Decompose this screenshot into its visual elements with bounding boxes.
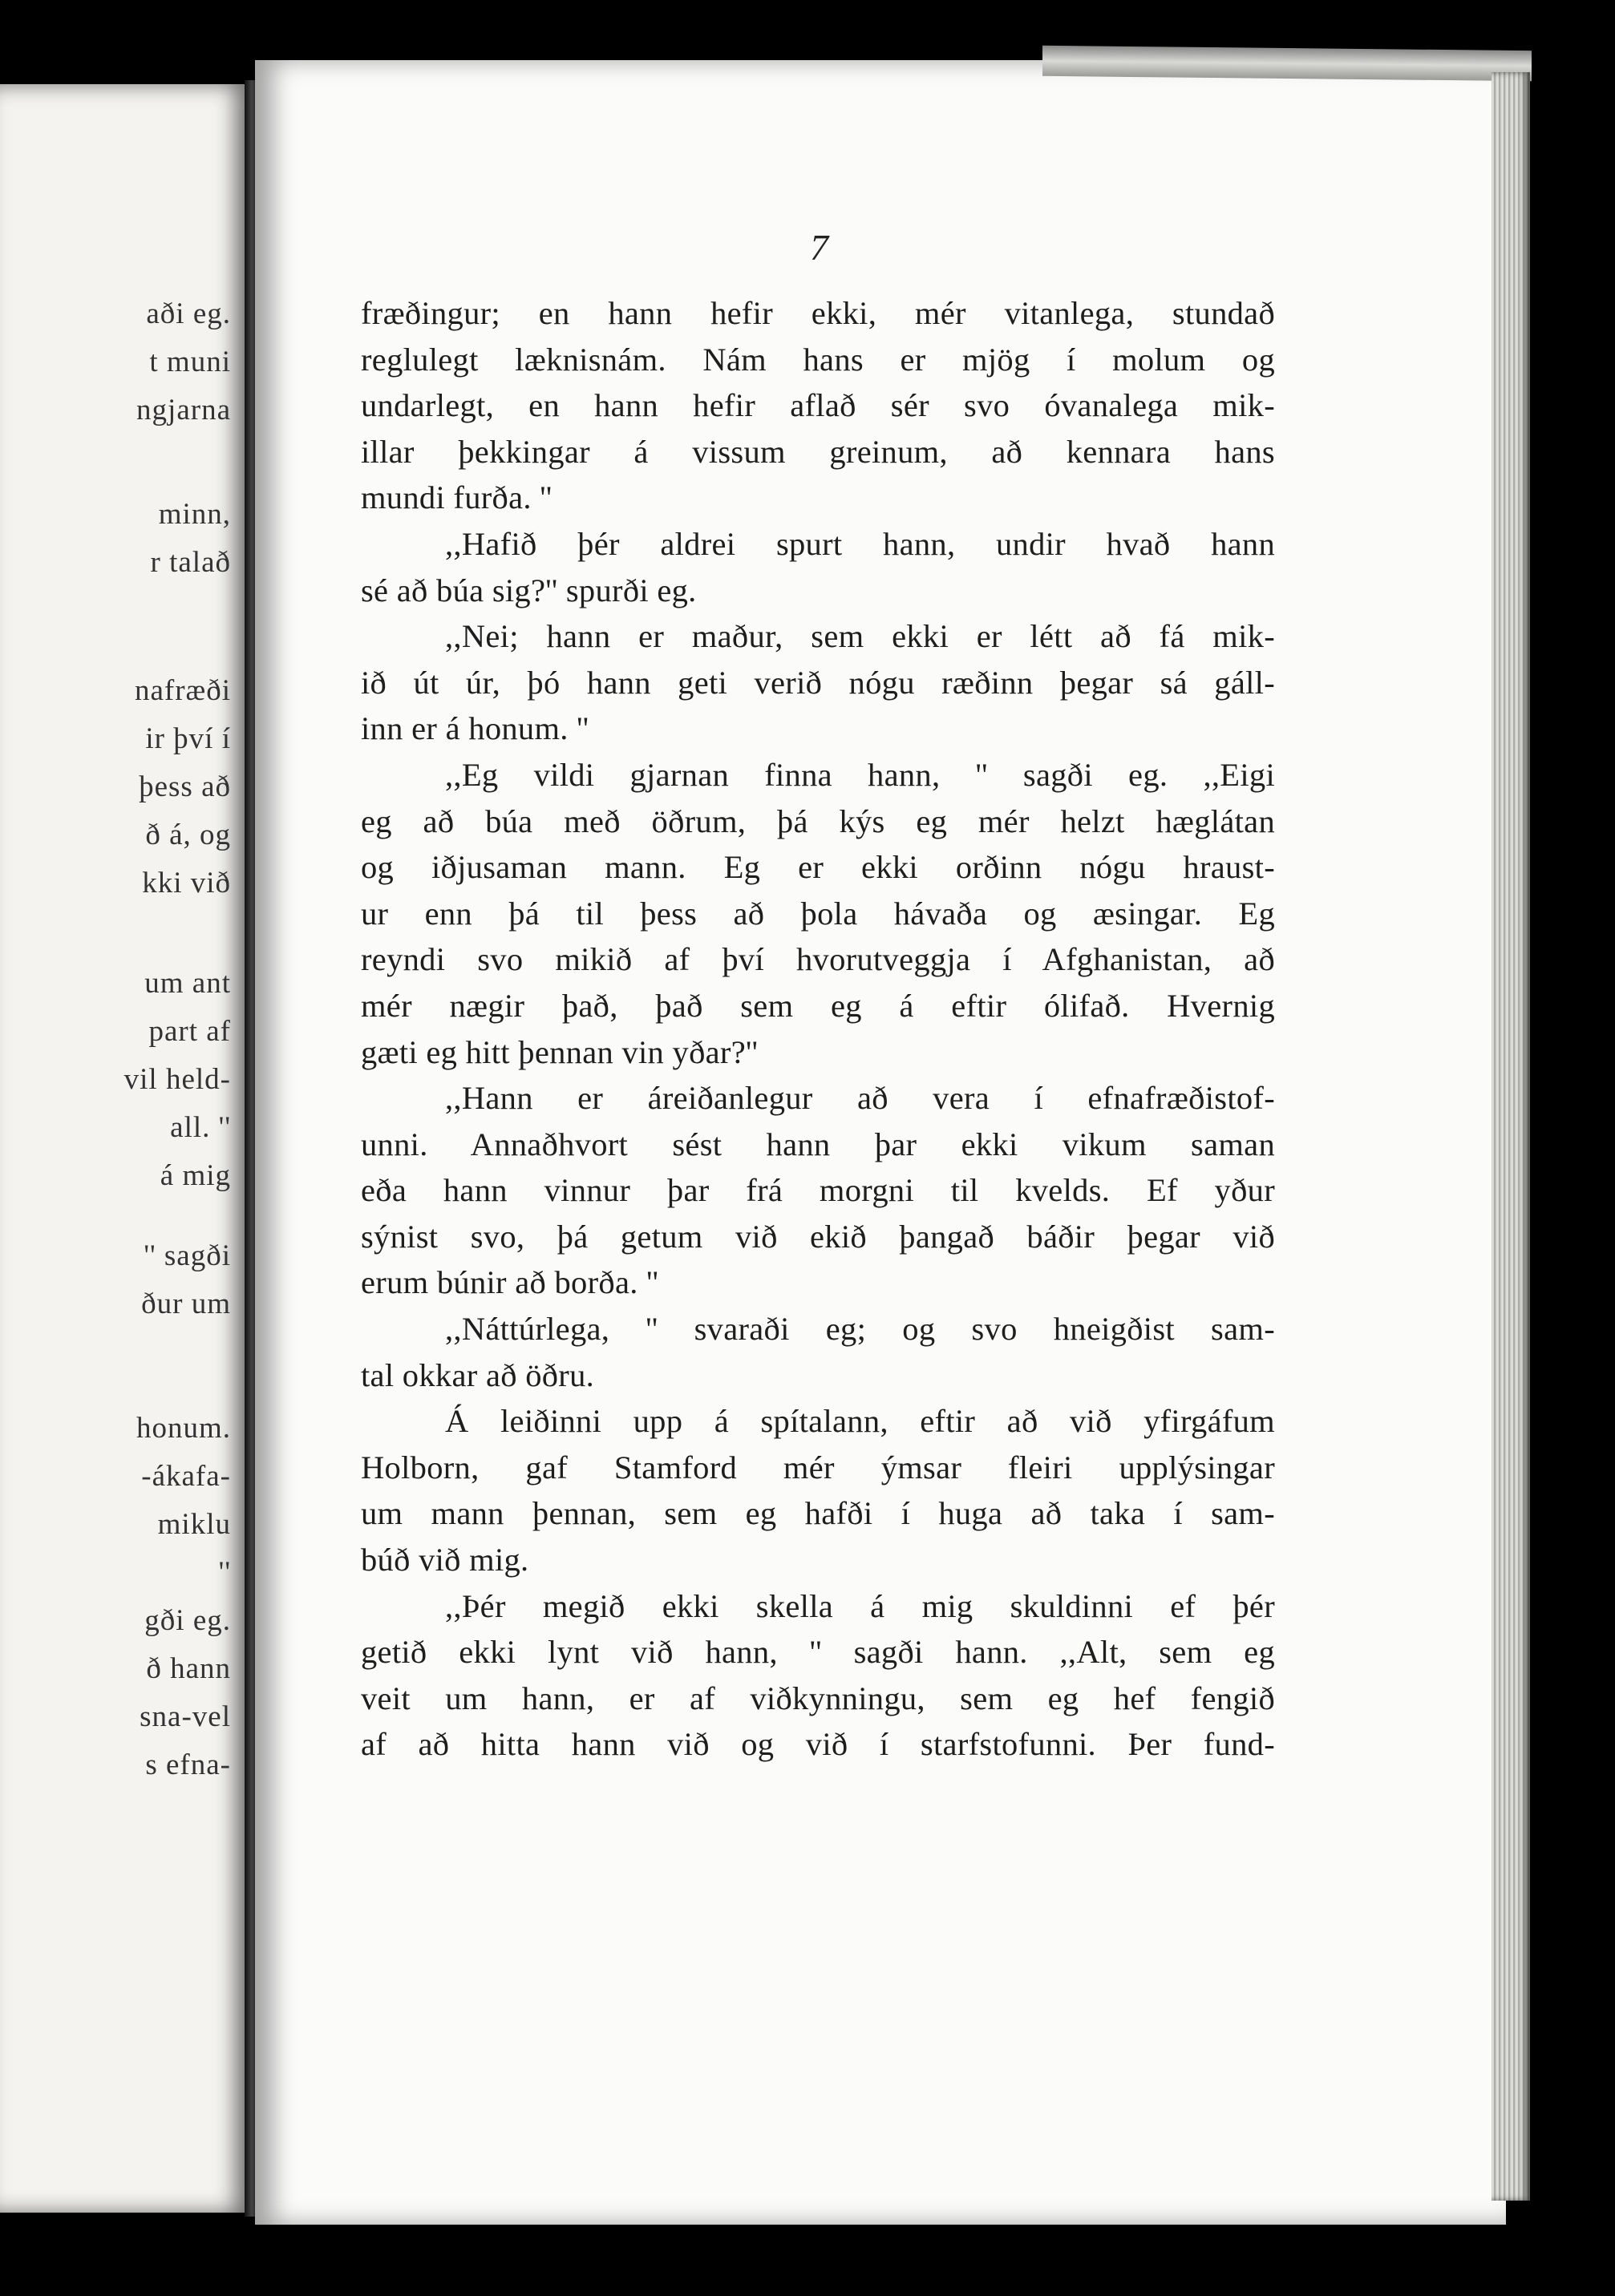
left-page-fragment: -ákafa- (141, 1460, 231, 1493)
text-line: reglulegt læknisnám. Nám hans er mjög í molum og (361, 341, 1275, 378)
left-page-fragment: miklu (157, 1508, 231, 1541)
text-line: búð við mig. (361, 1542, 529, 1578)
left-page-fragment: ð hann (146, 1652, 231, 1685)
text-line: getið ekki lynt við hann, '' sagði hann. ,,Alt, sem eg (361, 1634, 1275, 1671)
text-line: undarlegt, en hann hefir aflað sér svo óvanalega mik- (361, 387, 1275, 424)
text-line: sýnist svo, þá getum við ekið þangað báðir þegar við (361, 1218, 1275, 1255)
page-number: 7 (810, 227, 828, 268)
text-line: Á leiðinni upp á spítalann, eftir að við yfirgáfum (445, 1403, 1275, 1440)
text-line: mér nægir það, það sem eg á eftir ólifað. Hvernig (361, 987, 1275, 1024)
text-line: reyndi svo mikið af því hvorutveggja í Afghanistan, að (361, 941, 1275, 978)
text-line: Holborn, gaf Stamford mér ýmsar fleiri upplýsingar (361, 1449, 1275, 1486)
left-page-fragment: vil held- (123, 1063, 231, 1096)
left-page-fragment: s efna- (145, 1748, 231, 1781)
left-page-fragment: nafræði (134, 674, 231, 707)
text-line: ,,Nei; hann er maður, sem ekki er létt að fá mik- (445, 618, 1275, 655)
left-page-fragment: ður um (141, 1287, 231, 1320)
left-page-fragment: '' (218, 1556, 231, 1589)
text-line: ,,Hafið þér aldrei spurt hann, undir hvað hann (445, 525, 1275, 562)
text-line: um mann þennan, sem eg hafði í huga að taka í sam- (361, 1495, 1275, 1532)
left-page-fragment: sna-vel (140, 1700, 231, 1733)
left-page-fragment: minn, (158, 498, 231, 531)
text-line: gæti eg hitt þennan vin yðar?'' (361, 1033, 759, 1070)
text-line: af að hitta hann við og við í starfstofunni. Þer fund- (361, 1726, 1275, 1763)
text-line: sé að búa sig?'' spurði eg. (361, 572, 697, 608)
text-line: eða hann vinnur þar frá morgni til kvelds. Ef yður (361, 1172, 1275, 1209)
text-line: ur enn þá til þess að þola hávaða og æsingar. Eg (361, 895, 1275, 932)
left-page-fragment: ð á, og (145, 819, 231, 851)
left-page-fragment: r talað (150, 546, 231, 579)
left-page-fragment: gði eg. (144, 1604, 231, 1637)
left-page-fragment: '' sagði (144, 1239, 231, 1272)
left-page-fragment: á mig (160, 1159, 231, 1192)
text-line: illar þekkingar á vissum greinum, að kennara hans (361, 433, 1275, 470)
text-line: inn er á honum. '' (361, 710, 589, 747)
text-line: ,,Náttúrlega, '' svaraði eg; og svo hneigðist sam- (445, 1311, 1275, 1348)
left-page-fragment: honum. (136, 1412, 231, 1445)
page-top-edge (1042, 46, 1532, 81)
text-line: ,,Þér megið ekki skella á mig skuldinni ef þér (445, 1587, 1275, 1624)
text-line: ,,Hann er áreiðanlegur að vera í efnafræðistof- (445, 1080, 1275, 1117)
text-line: eg að búa með öðrum, þá kýs eg mér helzt hæglátan (361, 802, 1275, 839)
text-line: mundi furða. '' (361, 479, 552, 516)
left-page-fragment: um ant (144, 967, 231, 1000)
text-line: og iðjusaman mann. Eg er ekki orðinn nógu hraust- (361, 849, 1275, 886)
text-line: erum búnir að borða. '' (361, 1264, 659, 1301)
left-page-fragment: aði eg. (146, 297, 231, 330)
text-line: veit um hann, er af viðkynningu, sem eg hef fengið (361, 1680, 1275, 1716)
text-line: ,,Eg vildi gjarnan finna hann, '' sagði eg. ,,Eigi (445, 756, 1275, 793)
left-page-fragment: all. '' (170, 1111, 231, 1144)
left-page-fragment: kki við (142, 867, 231, 899)
text-line: fræðingur; en hann hefir ekki, mér vitanlega, stundað (361, 295, 1275, 331)
text-line: unni. Annaðhvort sést hann þar ekki vikum saman (361, 1126, 1275, 1162)
text-line: ið út úr, þó hann geti verið nógu ræðinn þegar sá gáll- (361, 664, 1275, 701)
left-page-fragment: part af (148, 1015, 231, 1048)
left-page-fragment: ngjarna (136, 394, 231, 426)
left-page (0, 84, 250, 2213)
left-page-fragment: ir því í (145, 722, 231, 755)
left-page-fragment: þess að (139, 770, 231, 803)
left-page-fragment: t muni (149, 346, 231, 378)
page-edge-stack (1492, 72, 1530, 2201)
body-text (361, 290, 1275, 1768)
text-line: tal okkar að öðru. (361, 1356, 595, 1393)
